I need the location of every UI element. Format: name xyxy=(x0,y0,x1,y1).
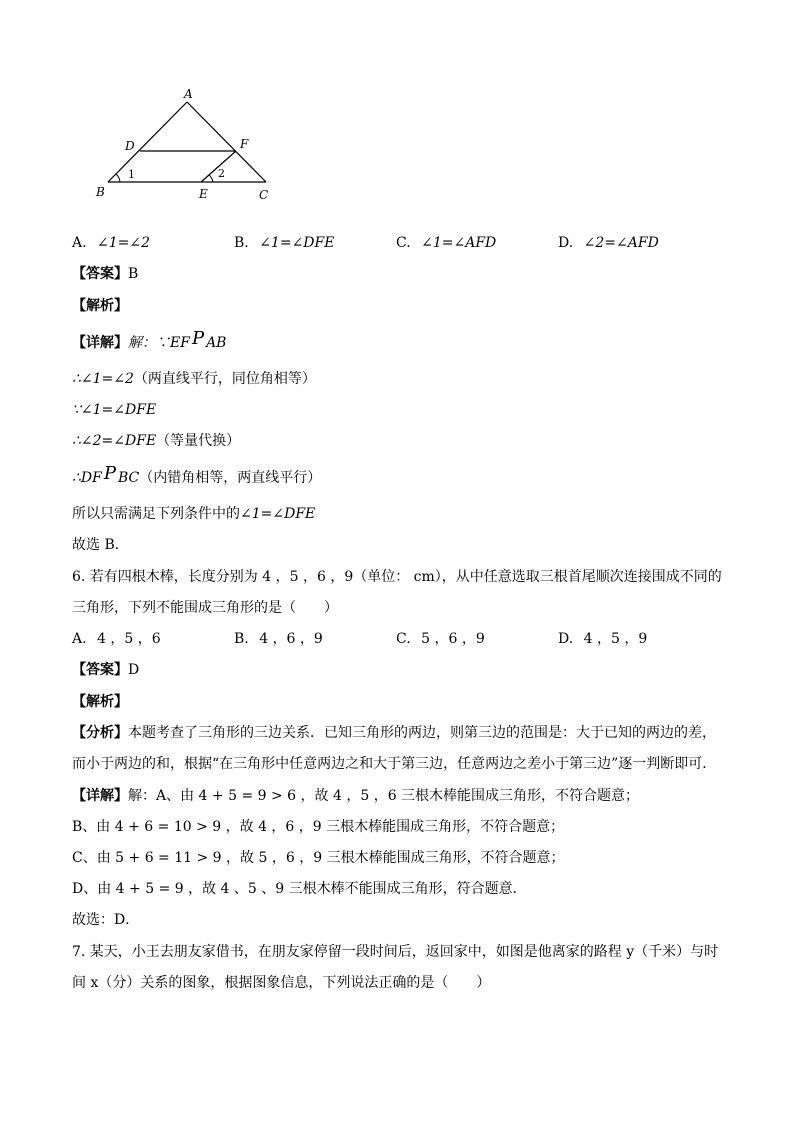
option-text: 4 ，6 ，9 xyxy=(259,631,323,647)
q7-stem-line-1: 7. 某天，小王去朋友家借书，在朋友家停留一段时间后，返回家中，如图是他离家的路程 y（千米）与时 xyxy=(72,944,719,960)
df-note: （内错角相等，两直线平行） xyxy=(139,470,322,486)
fenxi-text: 本题考查了三角形的三边关系．已知三角形的两边，则第三边的范围是：大于已知的两边的差， xyxy=(128,725,716,741)
q5-analysis-tag xyxy=(72,296,128,316)
q6-stem-line-2: 三角形，下列不能围成三角形的是（ ） xyxy=(72,600,338,616)
q6-fenxi-line-1 xyxy=(72,723,716,743)
q6-detail-line-4: D、由 4 + 5 = 9 ，故 4 、5 、9 三根木棒不能围成三角形，符合题意． xyxy=(72,881,527,897)
fenxi-tag: 【分析】 xyxy=(72,725,128,741)
q5-conclusion xyxy=(72,504,315,524)
side-ac xyxy=(187,102,266,182)
option-letter: B. xyxy=(234,631,249,647)
step-math: ∵∠1=∠DFE xyxy=(72,402,157,418)
answer-value: B xyxy=(128,266,139,282)
step-math: ∴∠2=∠DFE xyxy=(72,433,157,449)
label-angle-2: 2 xyxy=(218,167,225,180)
q5-detail-line xyxy=(72,328,227,353)
q6-detail-line-1 xyxy=(72,786,639,806)
q5-option-a xyxy=(72,233,150,253)
detail-ab: AB xyxy=(206,335,227,351)
label-angle-1: 1 xyxy=(128,168,135,181)
option-letter: A. xyxy=(72,235,87,251)
q5-step-2 xyxy=(72,400,156,420)
answer-tag: 【答案】 xyxy=(72,662,128,678)
df-lead: ∴DF xyxy=(72,470,102,486)
option-letter: D. xyxy=(558,631,574,647)
option-text: ∠1=∠DFE xyxy=(259,235,335,251)
detail-tag: 【详解】 xyxy=(72,788,128,804)
q5-step-1 xyxy=(72,369,316,389)
q5-step-3 xyxy=(72,431,240,451)
triangle-diagram xyxy=(88,82,288,202)
option-text: ∠1=∠AFD xyxy=(421,235,497,251)
label-b: B xyxy=(96,185,105,199)
conclusion-math: ∠1=∠DFE xyxy=(240,506,316,522)
choose-text: 故选 B． xyxy=(72,537,129,553)
label-c: C xyxy=(259,188,269,202)
q6-option-c xyxy=(396,629,485,649)
option-letter: D. xyxy=(558,235,574,251)
df-bc: BC xyxy=(117,470,140,486)
option-text: 4 ，5 ，9 xyxy=(583,631,648,647)
q5-choose xyxy=(72,535,129,555)
label-d: D xyxy=(125,139,135,153)
option-letter: C. xyxy=(396,631,411,647)
angle-1-arc xyxy=(116,174,120,182)
step-note: （两直线平行，同位角相等） xyxy=(133,371,316,387)
option-letter: B. xyxy=(234,235,249,251)
conclusion-text: 所以只需满足下列条件中的 xyxy=(72,506,240,522)
label-f: F xyxy=(240,137,249,151)
q6-option-a xyxy=(72,629,161,649)
analysis-tag: 【解析】 xyxy=(72,694,128,710)
label-a: A xyxy=(184,87,193,101)
q6-answer-line xyxy=(72,660,139,680)
q6-analysis-tag xyxy=(72,692,128,712)
option-text: ∠2=∠AFD xyxy=(583,235,659,251)
detail-tag: 【详解】 xyxy=(72,335,128,351)
step-note: （等量代换） xyxy=(156,433,241,449)
q5-option-d xyxy=(558,233,659,253)
step-math: ∴∠1=∠2 xyxy=(72,371,134,387)
q6-detail-line-2: B、由 4 + 6 = 10 > 9 ，故 4 ，6 ，9 三根木棒能围成三角形，不符合题意； xyxy=(72,819,565,835)
side-ab xyxy=(108,102,187,182)
analysis-tag: 【解析】 xyxy=(72,298,128,314)
option-letter: A. xyxy=(72,631,87,647)
q6-detail-line-3: C、由 5 + 6 = 11 > 9 ，故 5 ，6 ，9 三根木棒能围成三角形，不符合题意； xyxy=(72,850,565,866)
detail-text: 解：A、由 4 + 5 = 9 > 6 ，故 4 ，5 ，6 三根木棒能围成三角形，不符合题意； xyxy=(128,788,640,804)
q6-choose: 故选：D． xyxy=(72,912,140,928)
label-e: E xyxy=(199,187,208,201)
q6-fenxi-line-2: 而小于两边的和，根据“在三角形中任意两边之和大于第三边，任意两边之差小于第三边”逐一判断即可． xyxy=(72,756,717,772)
q5-option-c xyxy=(396,233,496,253)
angle-2-arc xyxy=(209,175,213,182)
option-text: 5 ，6 ，9 xyxy=(421,631,485,647)
q5-answer-line xyxy=(72,264,138,284)
option-text: 4 ，5 ，6 xyxy=(97,631,161,647)
q6-stem-line-1: 6. 若有四根木棒，长度分别为 4 ，5 ，6 ，9（单位： cm），从中任意选取三根首尾顺次连接围成不同的 xyxy=(72,569,722,585)
q6-option-d xyxy=(558,629,647,649)
answer-tag: 【答案】 xyxy=(72,266,128,282)
q6-option-b xyxy=(234,629,323,649)
option-letter: C. xyxy=(396,235,411,251)
parallel-symbol: P xyxy=(103,463,116,484)
q5-option-b xyxy=(234,233,334,253)
q7-stem-line-2: 间 x（分）关系的图象，根据图象信息，下列说法正确的是（ ） xyxy=(72,975,491,991)
option-text: ∠1=∠2 xyxy=(97,235,151,251)
triangle-figure xyxy=(88,82,288,202)
parallel-symbol: P xyxy=(191,328,205,349)
answer-value: D xyxy=(128,662,140,678)
detail-intro: 解：∵EF xyxy=(128,335,190,351)
q5-df-line xyxy=(72,463,322,488)
